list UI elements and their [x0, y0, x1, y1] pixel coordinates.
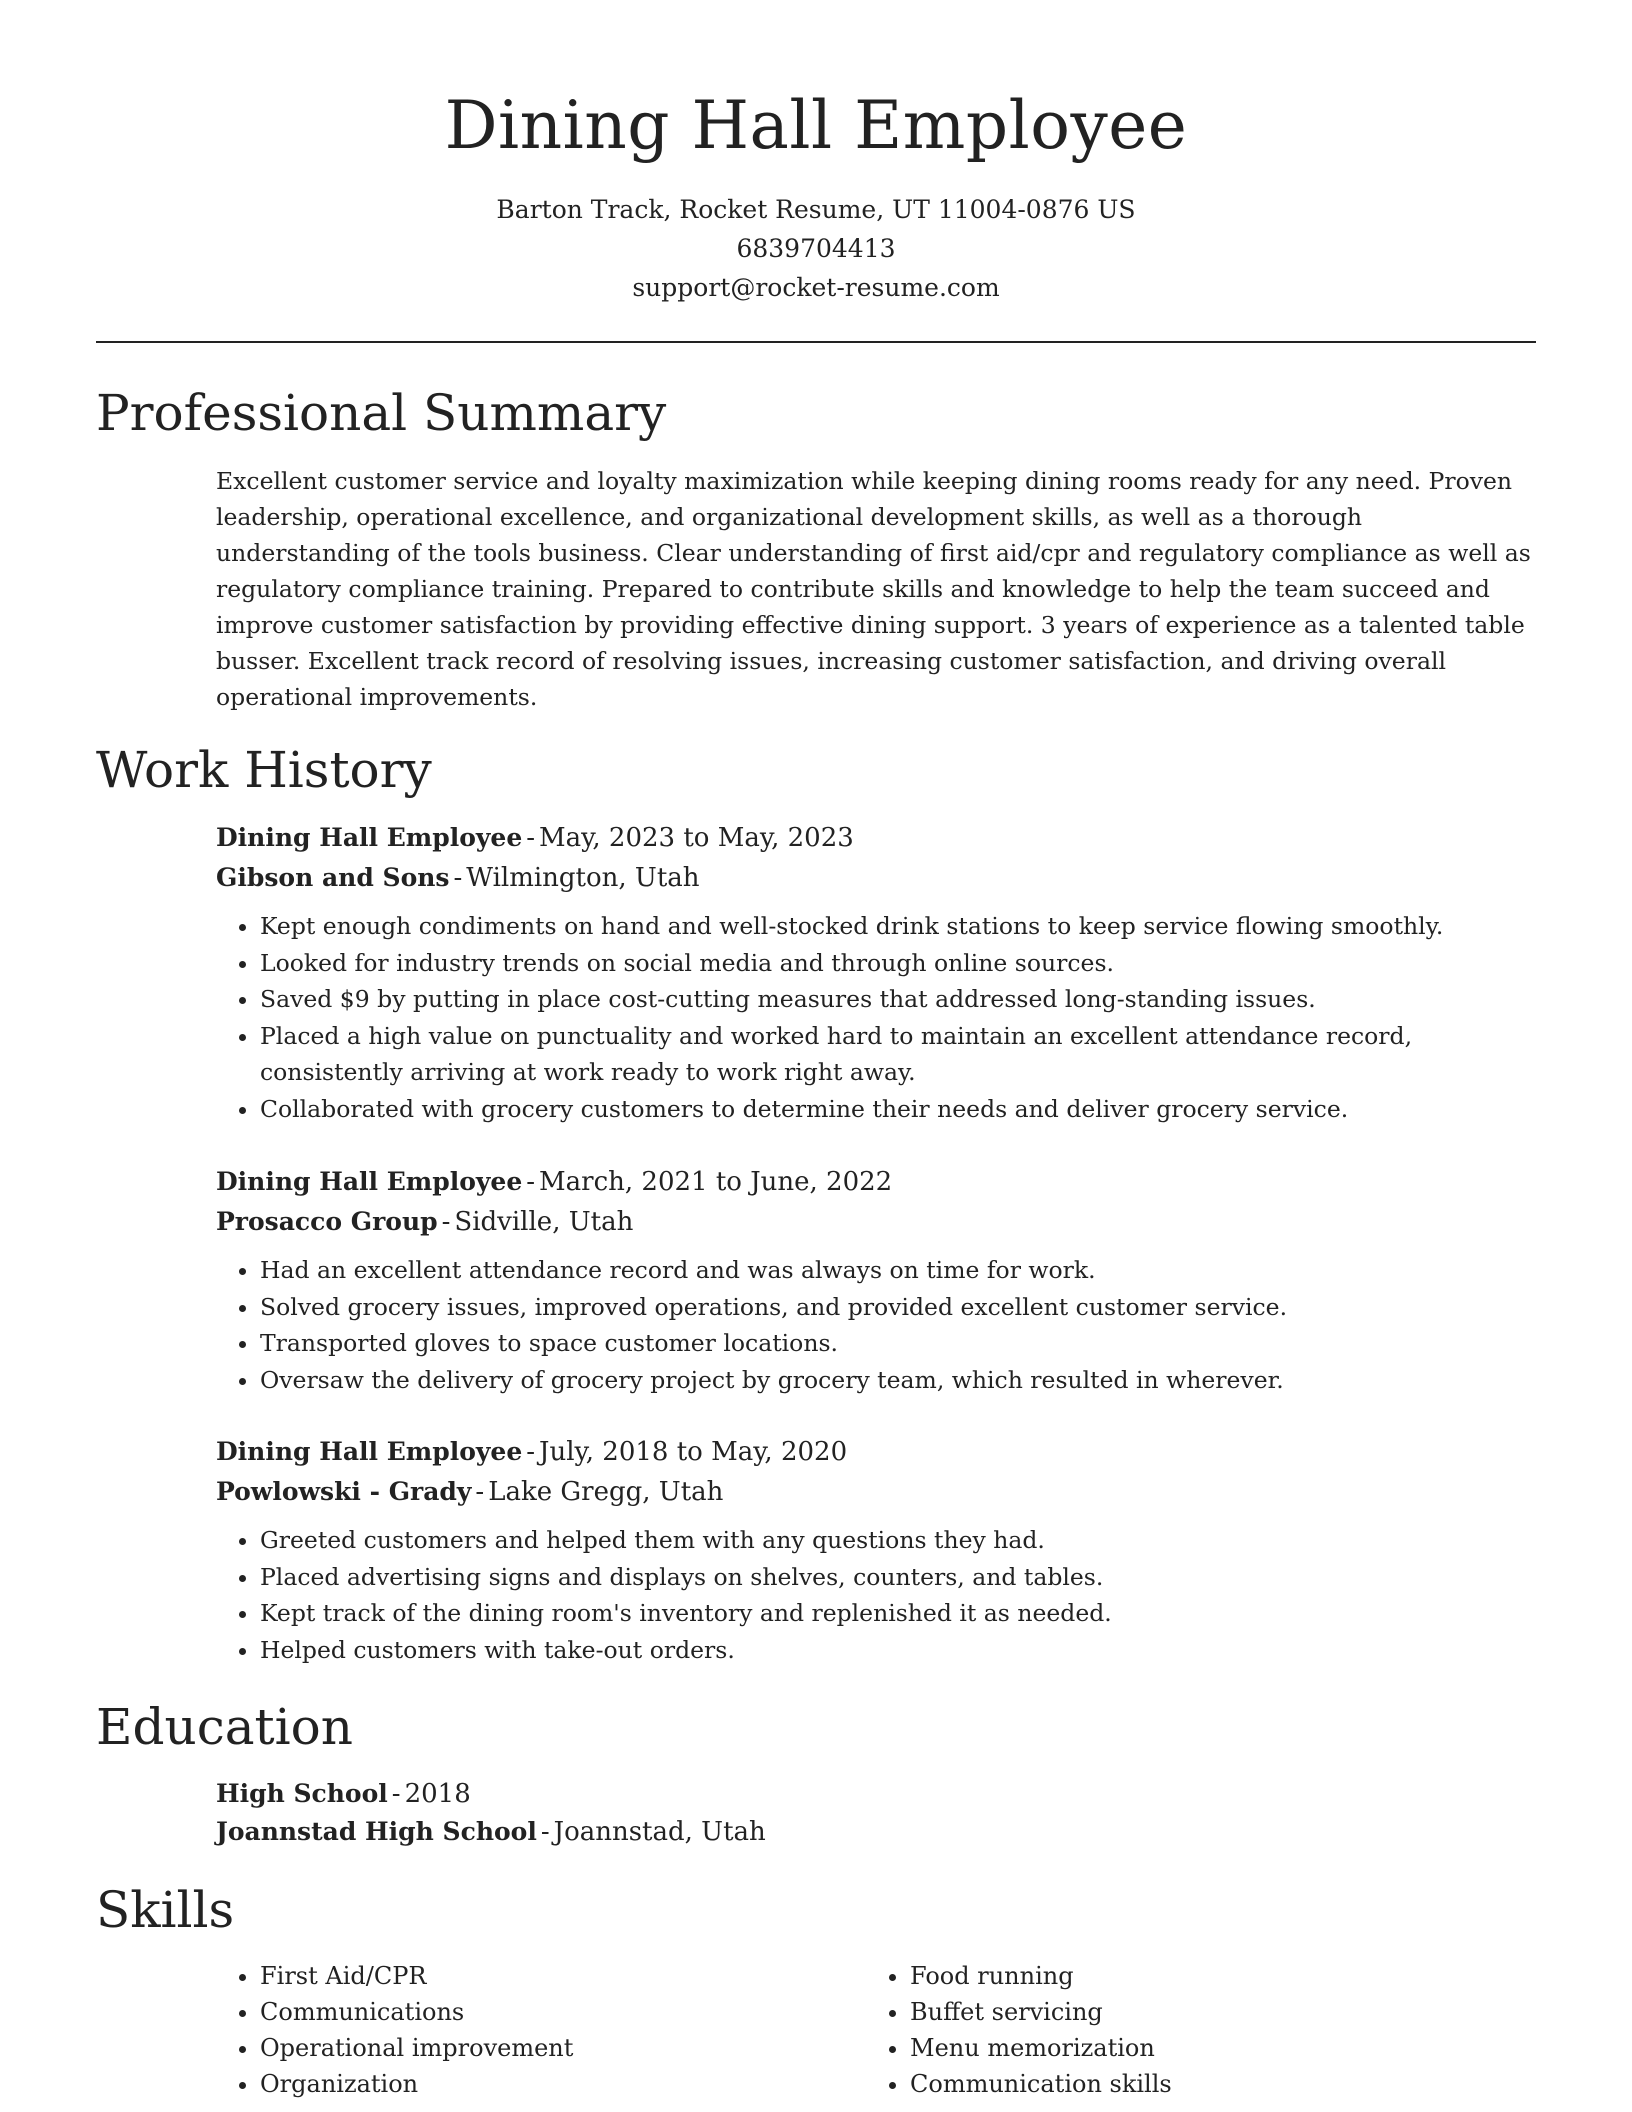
contact-phone: 6839704413 [736, 234, 896, 263]
section-title-summary: Professional Summary [96, 384, 667, 442]
list-item: • Transported gloves to space customer locations. [260, 1325, 1536, 1362]
skill-item: • Communications [260, 1994, 820, 2030]
job-location: Sidville, Utah [454, 1207, 634, 1237]
section-title-work-history: Work History [96, 741, 432, 799]
list-item: • Kept enough condiments on hand and well-stocked drink stations to keep service flowing smoothly. [260, 908, 1536, 945]
job-entry-1 [216, 818, 1536, 1127]
skill-item: • Food running [910, 1958, 1470, 1994]
separator: - [526, 1167, 536, 1197]
job-company-line [216, 1202, 1536, 1242]
education-degree: High School [216, 1779, 388, 1808]
job-entry-2 [216, 1162, 1536, 1398]
list-item: • Looked for industry trends on social media and through online sources. [260, 945, 1536, 982]
skill-item: • First Aid/CPR [260, 1958, 820, 1994]
skill-item: • Buffet servicing [910, 1994, 1470, 2030]
separator: - [475, 1477, 485, 1507]
job-title-line [216, 818, 1536, 858]
list-item: • Placed advertising signs and displays on shelves, counters, and tables. [260, 1559, 1536, 1596]
separator: - [453, 863, 463, 893]
contact-email: support@rocket-resume.com [632, 273, 1000, 302]
job-company-line [216, 1472, 1536, 1512]
job-location: Lake Gregg, Utah [488, 1477, 724, 1507]
education-school: Joannstad High School [216, 1817, 537, 1846]
separator: - [526, 1437, 536, 1467]
job-role: Dining Hall Employee [216, 1167, 523, 1196]
education-degree-line [216, 1775, 766, 1813]
section-title-education: Education [96, 1698, 353, 1756]
resume-name: Dining Hall Employee [444, 87, 1188, 164]
section-title-skills: Skills [96, 1881, 235, 1939]
education-year: 2018 [404, 1779, 471, 1809]
job-title-line [216, 1162, 1536, 1202]
separator: - [540, 1817, 550, 1847]
list-item: • Helped customers with take-out orders. [260, 1632, 1536, 1669]
skill-item: • Communication skills [910, 2066, 1470, 2102]
job-location: Wilmington, Utah [466, 863, 700, 893]
list-item: • Kept track of the dining room's inventory and replenished it as needed. [260, 1595, 1536, 1632]
list-item: • Solved grocery issues, improved operations, and provided excellent customer service. [260, 1289, 1536, 1326]
job-role: Dining Hall Employee [216, 823, 523, 852]
list-item: • Placed a high value on punctuality and worked hard to maintain an excellent attendance record, consistently arriving at work ready to work right away. [260, 1018, 1536, 1091]
job-company: Powlowski - Grady [216, 1477, 472, 1506]
contact-address: Barton Track, Rocket Resume, UT 11004-0876 US [496, 195, 1136, 224]
skills-list-left [216, 1958, 820, 2102]
skills-list-right [866, 1958, 1470, 2102]
skill-item: • Menu memorization [910, 2030, 1470, 2066]
job-title-line [216, 1432, 1536, 1472]
job-bullets [216, 1522, 1536, 1668]
list-item: • Had an excellent attendance record and was always on time for work. [260, 1252, 1536, 1289]
summary-text: Excellent customer service and loyalty maximization while keeping dining rooms ready for any need. Proven leadership, operational excellence, and organizational development skills, as well as a thorough understanding of the tools business. Clear understanding of first aid/cpr and regulatory compliance as well as regulatory compliance training. Prepared to contribute skills and knowledge to help the team succeed and improve customer satisfaction by providing effective dining support. 3 years of experience as a talented table busser. Excellent track record of resolving issues, increasing customer satisfaction, and driving overall operational improvements. [216, 467, 1531, 711]
job-dates: May, 2023 to May, 2023 [539, 823, 854, 853]
job-company-line [216, 858, 1536, 898]
job-role: Dining Hall Employee [216, 1437, 523, 1466]
list-item: • Collaborated with grocery customers to determine their needs and deliver grocery service. [260, 1091, 1536, 1128]
list-item: • Oversaw the delivery of grocery project by grocery team, which resulted in wherever. [260, 1362, 1536, 1399]
contact-block [0, 190, 1632, 307]
skill-item: • Operational improvement [260, 2030, 820, 2066]
separator: - [391, 1779, 401, 1809]
list-item: • Greeted customers and helped them with any questions they had. [260, 1522, 1536, 1559]
skill-item: • Organization [260, 2066, 820, 2102]
education-entry [216, 1775, 766, 1851]
education-location: Joannstad, Utah [553, 1817, 766, 1847]
list-item: • Saved $9 by putting in place cost-cutting measures that addressed long-standing issues. [260, 981, 1536, 1018]
education-school-line [216, 1813, 766, 1851]
separator: - [441, 1207, 451, 1237]
job-dates: July, 2018 to May, 2020 [539, 1437, 848, 1467]
job-bullets [216, 1252, 1536, 1398]
separator: - [526, 823, 536, 853]
job-entry-3 [216, 1432, 1536, 1668]
header-divider [96, 341, 1536, 343]
job-bullets [216, 908, 1536, 1127]
job-company: Gibson and Sons [216, 863, 450, 892]
job-dates: March, 2021 to June, 2022 [539, 1167, 893, 1197]
job-company: Prosacco Group [216, 1207, 438, 1236]
